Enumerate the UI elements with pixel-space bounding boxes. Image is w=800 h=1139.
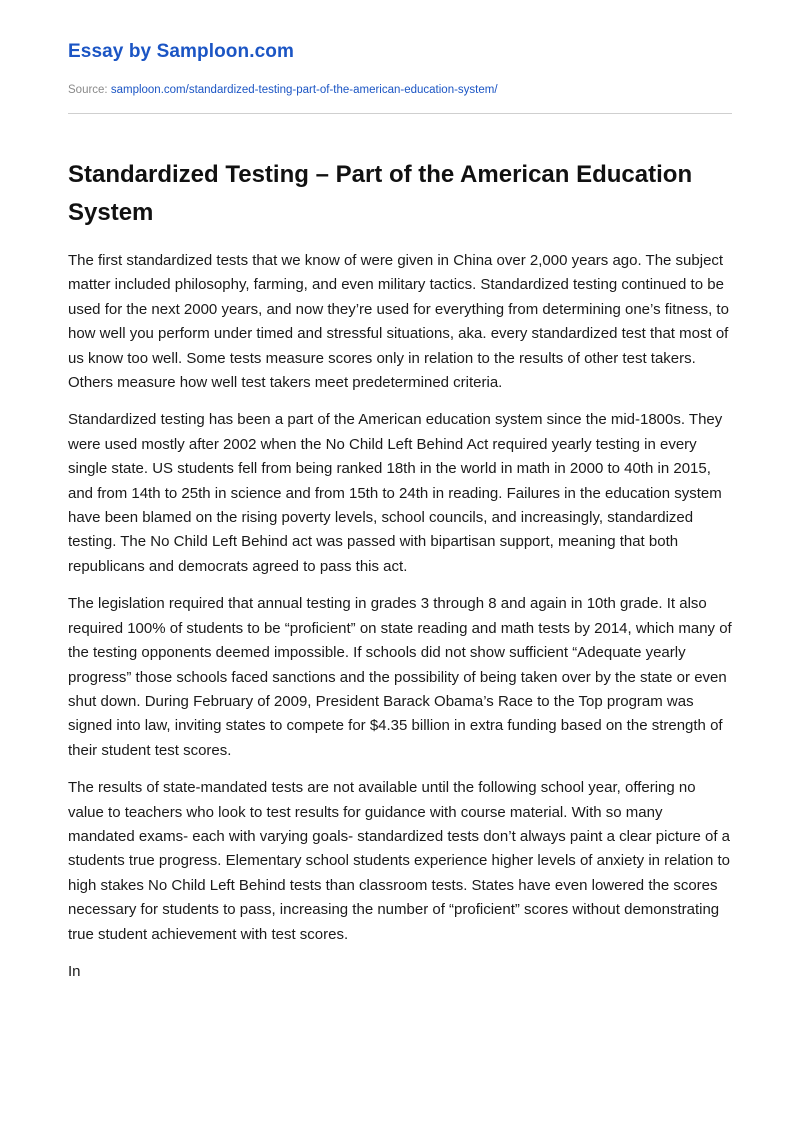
header-divider [68,113,732,114]
source-link[interactable]: samploon.com/standardized-testing-part-of-the-american-education-system/ [110,84,498,96]
site-brand[interactable]: Essay by Samploon.com [68,41,294,62]
source-line [68,84,498,96]
article-title: Standardized Testing – Part of the American Education System [68,161,693,226]
paragraph: The results of state-mandated tests are not available until the following school year, offering no value to teachers who look to test results for guidance with course material. With so many mandated exams- each with varying goals- standardized tests don’t always paint a clear picture of a students true progress. Elementary school students experience higher levels of anxiety in relation to high stakes No Child Left Behind tests than classroom tests. States have even lowered the scores necessary for students to pass, increasing the number of “proficient” scores without demonstrating true student achievement with test scores. [68,779,731,943]
article-body [68,249,732,997]
paragraph: Standardized testing has been a part of the American education system since the mid-1800s. They were used mostly after 2002 when the No Child Left Behind Act required yearly testing in every single state. US students fell from being ranked 18th in the world in math in 2000 to 40th in 2015, and from 14th to 25th in science and from 15th to 24th in reading. Failures in the education system have been blamed on the rising poverty levels, school councils, and increasingly, standardized testing. The No Child Left Behind act was passed with bipartisan support, meaning that both republicans and democrats agreed to pass this act. [68,411,723,575]
paragraph: The first standardized tests that we know of were given in China over 2,000 years ago. The subject matter included philosophy, farming, and even military tactics. Standardized testing continued to be used for the next 2000 years, and now they’re used for everything from determining one’s fitness, to how well you perform under timed and stressful situations, aka. every standardized test that most of us know too well. Some tests measure scores only in relation to the results of other test takers. Others measure how well test takers meet predetermined criteria. [68,252,729,392]
source-label: Source: [68,84,108,96]
paragraph: The legislation required that annual testing in grades 3 through 8 and again in 10th grade. It also required 100% of students to be “proficient” on state reading and math tests by 2014, which many of the testing opponents deemed impossible. If schools did not show sufficient “Adequate yearly progress” those schools faced sanctions and the possibility of being taken over by the state or even shut down. During February of 2009, President Barack Obama’s Race to the Top program was signed into law, inviting states to compete for $4.35 billion in extra funding based on the strength of their student test scores. [68,595,732,759]
paragraph: In [68,962,81,980]
